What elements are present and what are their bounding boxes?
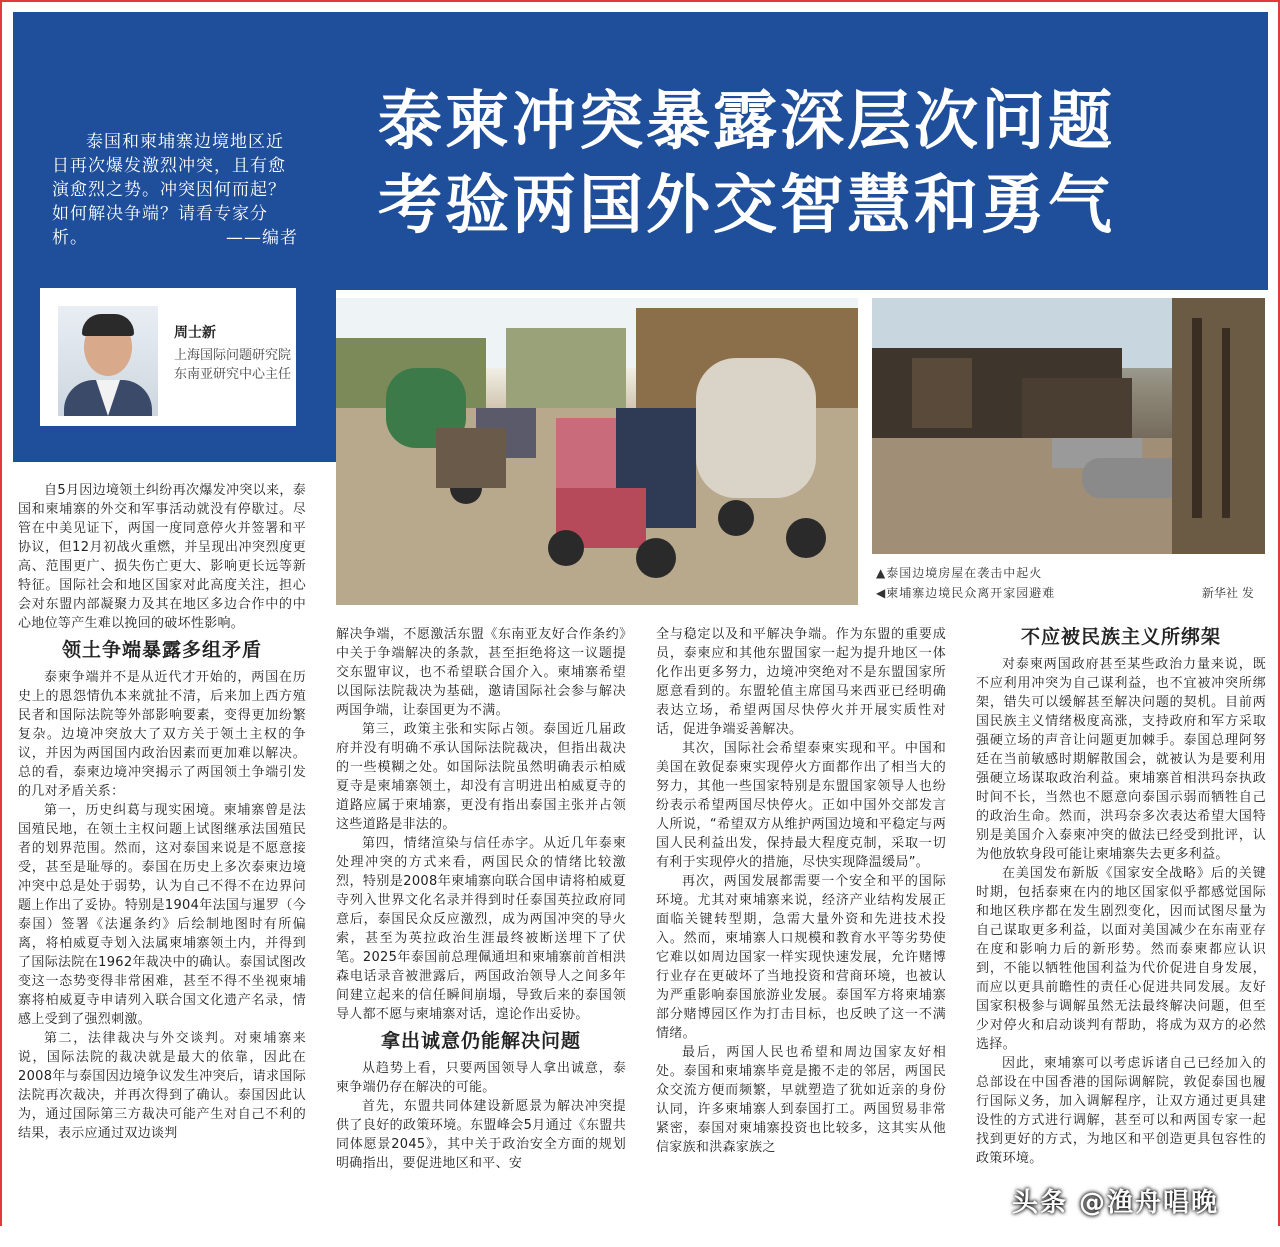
article-column-1: [18, 481, 306, 1143]
paragraph: 第二，法律裁决与外交谈判。对柬埔寨来说，国际法院的裁决就是最大的依靠，因此在2008年与泰国因边境争议发生冲突后，请求国际法院再次裁决，并再次得到了确认。泰国因此认为，通过国际第三方裁决可能产生对自己不利的结果，表示应通过双边谈判: [18, 1031, 306, 1141]
section-heading: 领土争端暴露多组矛盾: [61, 639, 262, 661]
headline-line-1: 泰柬冲突暴露深层次问题: [378, 85, 1115, 159]
intro-signature: ——编者: [226, 228, 298, 248]
headline-line-2: 考验两国外交智慧和勇气: [378, 169, 1115, 243]
paragraph: 泰柬争端并不是从近代才开始的，两国在历史上的恩怨情仇本来就扯不清，后来加上西方殖民者和国际法院等外部影响要素，变得更加纷繁复杂。边境冲突放大了双方关于领土主权的争议，并因为两国国内政治因素而更加难以解决。总的看，泰柬边境冲突揭示了两国领土争端引发的几对矛盾关系：: [18, 670, 306, 799]
intro-text: 泰国和柬埔寨边境地区近日再次爆发激烈冲突，且有愈演愈烈之势。冲突因何而起？如何解决争端？请看专家分析。: [52, 132, 286, 248]
paragraph: 从趋势上看，只要两国领导人拿出诚意，泰柬争端仍存在解决的可能。: [336, 1061, 626, 1095]
paragraph-continued: 全与稳定以及和平解决争端。作为东盟的重要成员，泰柬应和其他东盟国家一起为提升地区一体化作出更多努力，边境冲突绝对不是东盟国家所愿意看到的。东盟轮值主席国马来西亚已经明确表达立场，希望两国尽快停火并开展实质性对话，促进争端妥善解决。: [656, 627, 946, 737]
page-bottom-edge: [0, 1226, 1280, 1247]
photo-burning-houses: [872, 298, 1265, 554]
paragraph: 其次，国际社会希望泰柬实现和平。中国和美国在敦促泰柬实现停火方面都作出了相当大的努力，其他一些国家特别是东盟国家领导人也纷纷表示希望两国尽快停火。正如中国外交部发言人所说，“希望双方从维护两国边境和平稳定与两国人民利益出发，保持最大程度克制，采取一切有利于实现停火的措施，尽快实现降温缓局”。: [656, 741, 946, 870]
editor-intro: [52, 130, 298, 250]
paragraph: 第一，历史纠葛与现实困境。柬埔寨曾是法国殖民地，在领土主权问题上试图继承法国殖民者的划界范围。然而，这对泰国来说是不愿意接受，甚至是耻辱的。泰国在历史上多次泰柬边境冲突中总是处于弱势，认为自己不得不在边界问题上作出了妥协。特别是1904年法国与暹罗（今泰国）签署《法暹条约》后绘制地图时有所偏离，将柏威夏寺划入法属柬埔寨领土内，并得到了国际法院在1962年裁决中的确认。泰国试图改变这一态势变得非常困难，甚至不得不坐视柬埔寨将柏威夏寺申请列入联合国文化遗产名录，情感上受到了强烈刺激。: [18, 803, 306, 1027]
paragraph: 再次，两国发展都需要一个安全和平的国际环境。尤其对柬埔寨来说，经济产业结构发展正面临关键转型期，急需大量外资和先进技术投入。然而，柬埔寨人口规模和教育水平等劣势使它难以如周边国家一样实现快速发展，允许赌博行业存在更破坏了当地投资和营商环境，也被认为严重影响泰国旅游业发展。泰国军方将柬埔寨部分赌博园区作为打击目标，也反映了这一不满情绪。: [656, 874, 946, 1041]
photo-credit: 新华社 发: [1202, 586, 1254, 600]
paragraph: 自5月因边境领土纠纷再次爆发冲突以来，泰国和柬埔寨的外交和军事活动就没有停歇过。尽管在中美见证下，两国一度同意停火并签署和平协议，但12月初战火重燃，并呈现出冲突烈度更高、范围更广、损失伤亡更大、影响更长远等新特征。国际社会和地区国家对此高度关注，担心会对东盟内部凝聚力及其在地区多边合作中的中心地位等产生难以挽回的破坏性影响。: [18, 483, 306, 631]
watermark: 头条 @渔舟唱晚: [1012, 1188, 1220, 1218]
paragraph: 首先，东盟共同体建设新愿景为解决冲突提供了良好的政策环境。东盟峰会5月通过《东盟共同体愿景2045》，其中关于政治安全方面的规划明确指出，要促进地区和平、安: [336, 1099, 626, 1171]
paragraph: 在美国发布新版《国家安全战略》后的关键时期，包括泰柬在内的地区国家似乎都感觉国际和地区秩序都在发生剧烈变化，因而试图尽量为自己谋取更多利益，以面对美国减少在东南亚存在度和影响力后的新形势。然而泰柬都应认识到，不能以牺牲他国利益为代价促进自身发展，而应以更具前瞻性的责任心促进共同发展。友好国家积极参与调解虽然无法最终解决问题，但至少对停火和启动谈判有帮助，将成为双方的必然选择。: [976, 866, 1266, 1052]
section-heading: 拿出诚意仍能解决问题: [380, 1030, 581, 1052]
paragraph: 因此，柬埔寨可以考虑诉诸自己已经加入的总部设在中国香港的国际调解院，敦促泰国也履行国际义务，加入调解程序，让双方通过更具建设性的方式进行调解，甚至可以和两国专家一起找到更好的方式，为地区和平创造更具包容性的政策环境。: [976, 1056, 1266, 1166]
paragraph: 第三，政策主张和实际占领。泰国近几届政府并没有明确不承认国际法院裁决，但指出裁决的一些模糊之处。如国际法院虽然明确表示柏威夏寺是柬埔寨领土，却没有言明进出柏威夏寺的道路应属于柬埔寨，更没有指出泰国主张并占领这些道路是非法的。: [336, 722, 626, 832]
author-name: 周士新: [174, 325, 216, 341]
article-column-3: [656, 625, 946, 1157]
photo-refugees-illustration: [336, 298, 858, 605]
paragraph: 最后，两国人民也希望和周边国家友好相处。泰国和柬埔寨毕竟是搬不走的邻居，两国民众交流方便而频繁，早就塑造了犹如近亲的身份认同，许多柬埔寨人到泰国打工。两国贸易非常紧密，泰国对柬埔寨投资也比较多，这其实从他信家族和洪森家族之: [656, 1045, 946, 1155]
paragraph-continued: 解决争端，不愿激活东盟《东南亚友好合作条约》中关于争端解决的条款，甚至拒绝将这一议题提交东盟审议，也不希望联合国介入。柬埔寨希望以国际法院裁决为基础，邀请国际社会参与解决两国争端，让泰国更为不满。: [336, 627, 626, 718]
photo-refugees-road: [336, 298, 858, 605]
author-title: 上海国际问题研究院东南亚研究中心主任: [174, 348, 292, 382]
article-column-4: [976, 628, 1266, 1168]
photo-burning-illustration: [872, 298, 1265, 554]
headline: [378, 80, 1258, 248]
section-heading: 不应被民族主义所绑架: [1020, 626, 1221, 648]
article-column-2: [336, 625, 626, 1173]
caption-1: ▲泰国边境房屋在袭击中起火: [876, 566, 1043, 580]
author-card: [40, 288, 296, 426]
paragraph: 第四，情绪渲染与信任赤字。从近几年泰柬处理冲突的方式来看，两国民众的情绪比较激烈，特别是2008年柬埔寨向联合国申请将柏威夏寺列入世界文化名录并得到时任泰国英拉政府同意后，泰国民众反应激烈，成为两国冲突的导火索，甚至为英拉政治生涯最终被断送埋下了伏笔。2025年泰国前总理佩通坦和柬埔寨前首相洪森电话录音被泄露后，两国政治领导人之间多年间建立起来的信任瞬间崩塌，导致后来的泰国领导人都不愿与柬埔寨对话，遑论作出妥协。: [336, 836, 626, 1022]
paragraph: 对泰柬两国政府甚至某些政治力量来说，既不应利用冲突为自己谋利益，也不宜被冲突所绑架，错失可以缓解甚至解决问题的契机。目前两国民族主义情绪极度高涨，支持政府和军方采取强硬立场的声音让问题更加棘手。泰国总理阿努廷在当前敏感时期解散国会，就被认为是要利用强硬立场谋取政治利益。柬埔寨首相洪玛奈执政时间不长，当然也不愿意向泰国示弱而牺牲自己的政治生命。然而，洪玛奈多次表达希望大国特别是美国介入泰柬冲突的做法已经受到批评，认为他放软身段可能让柬埔寨失去更多利益。: [976, 657, 1266, 862]
caption-2: ◀柬埔寨边境民众离开家园避难: [876, 586, 1056, 600]
author-photo: [58, 306, 158, 416]
photo-caption: [876, 563, 1055, 603]
